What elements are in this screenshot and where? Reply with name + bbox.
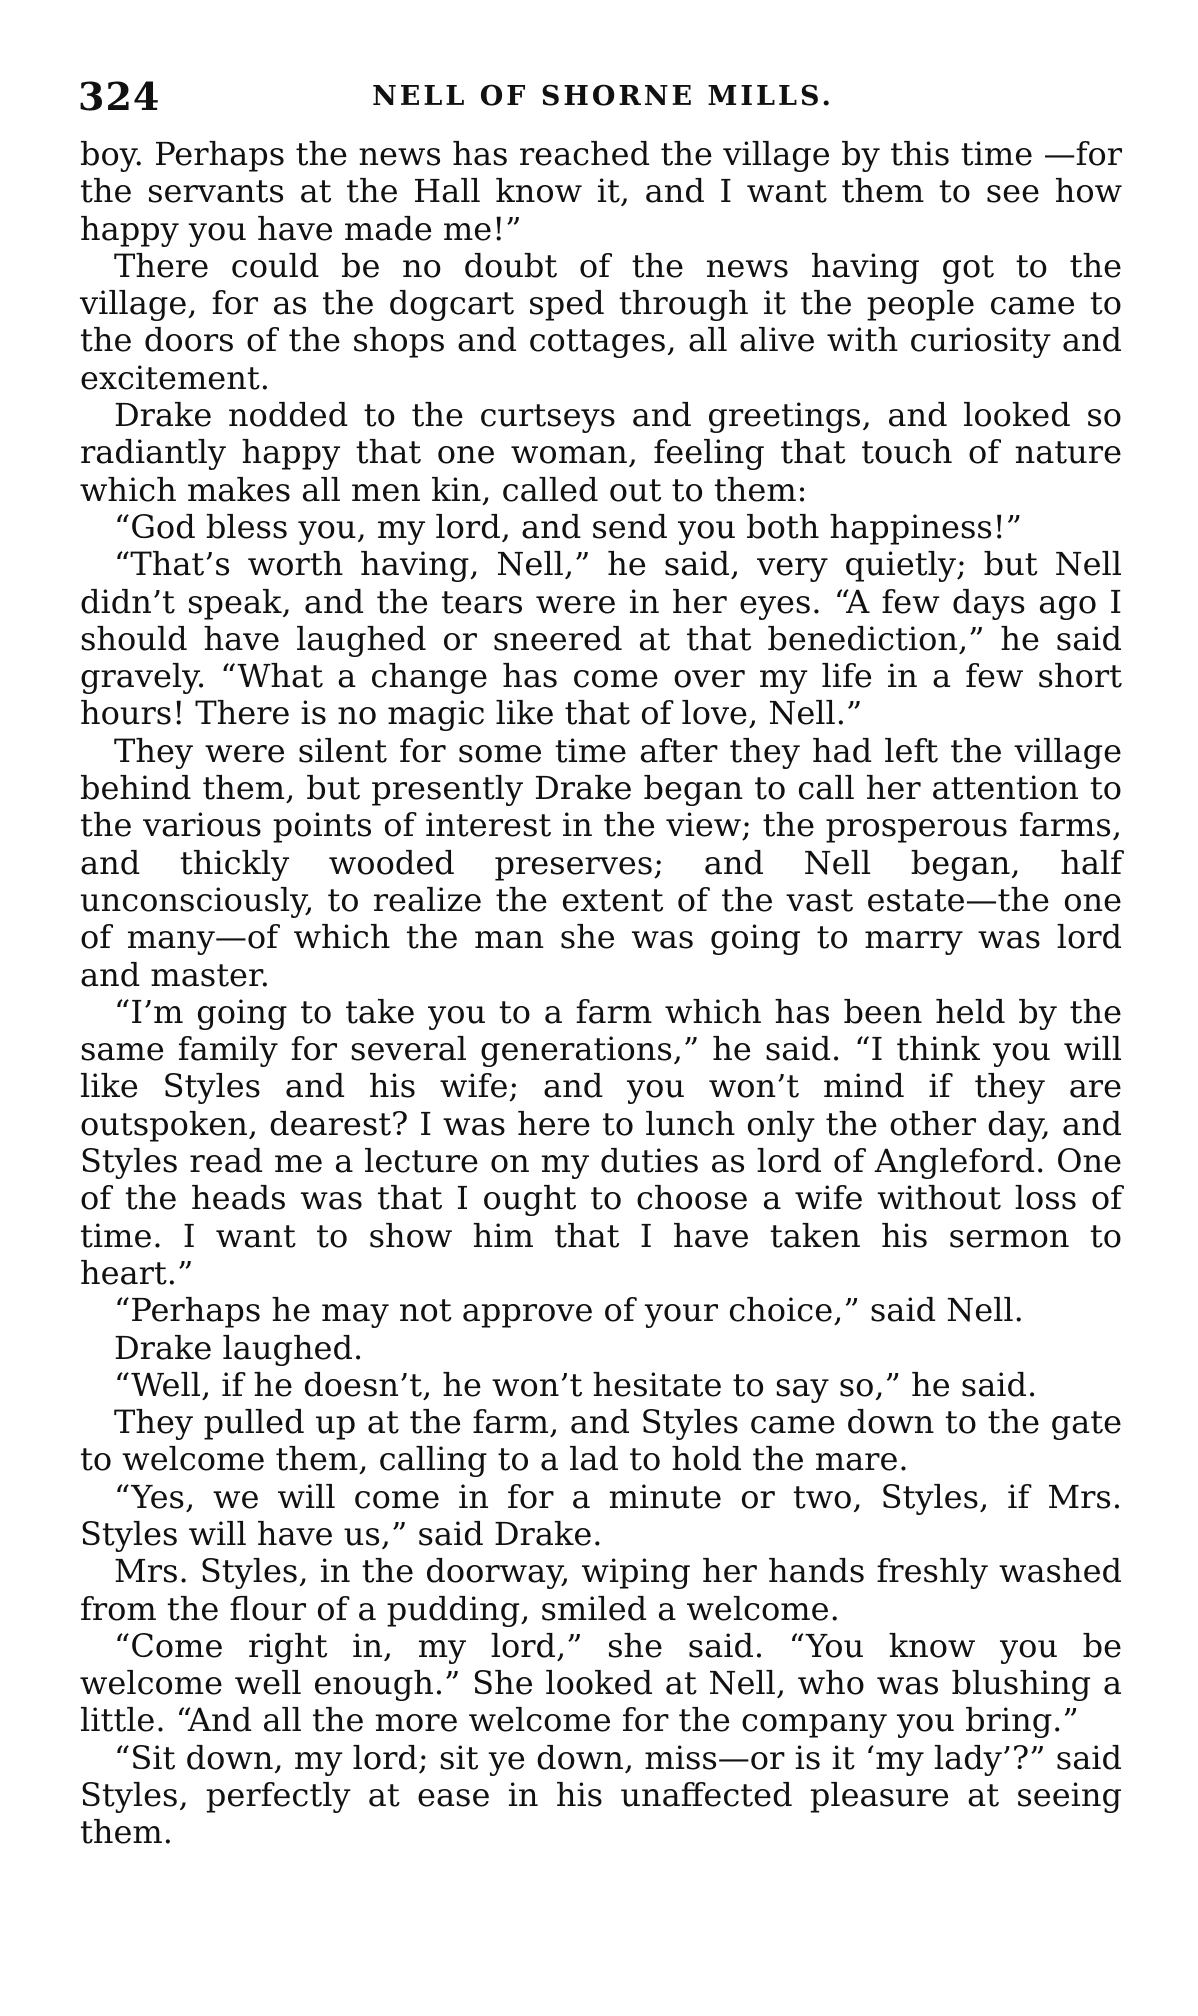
paragraph: They were silent for some time after they had left the village behind them, but presently Drake began to call her attention to the various points of interest in the view; the prosperous farms, and thickly wooded preserves; and Nell began, half unconsciously, to realize the extent of the vast estate—the one of many—of which the man she was going to marry was lord and master. <box>80 731 1122 994</box>
running-title: NELL OF SHORNE MILLS. <box>372 81 834 112</box>
paragraph: “Sit down, my lord; sit ye down, miss—or is it ‘my lady’?” said Styles, perfectly at ease in his unaffected pleasure at seeing them. <box>80 1738 1122 1852</box>
paragraph: “That’s worth having, Nell,” he said, very quietly; but Nell didn’t speak, and the tears were in her eyes. “A few days ago I should have laughed or sneered at that benediction,” he said gravely. “What a change has come over my life in a few short hours! There is no magic like that of love, Nell.” <box>80 545 1122 733</box>
paragraph: “God bless you, my lord, and send you both happiness!” <box>114 507 1023 546</box>
paragraph: “Come right in, my lord,” she said. “You know you be welcome well enough.” She looked at Nell, who was blushing a little. “And all the more welcome for the company you bring.” <box>80 1626 1122 1740</box>
paragraph: “I’m going to take you to a farm which has been held by the same family for several generations,” he said. “I think you will like Styles and his wife; and you won’t mind if they are outspoken, dearest? I was here to lunch only the other day, and Styles read me a lecture on my duties as lord of Angleford. One of the heads was that I ought to choose a wife without loss of time. I want to show him that I have taken his sermon to heart.” <box>80 992 1122 1292</box>
paragraph: Mrs. Styles, in the doorway, wiping her hands freshly washed from the flour of a pudding, smiled a welcome. <box>80 1552 1122 1628</box>
paragraph: Drake nodded to the curtseys and greetings, and looked so radiantly happy that one woman, feeling that touch of nature which makes all men kin, called out to them: <box>80 396 1122 509</box>
paragraph: They pulled up at the farm, and Styles came down to the gate to welcome them, calling to a lad to hold the mare. <box>80 1403 1122 1479</box>
paragraph: There could be no doubt of the news having got to the village, for as the dogcart sped through it the people came to the doors of the shops and cottages, all alive with curiosity and excitement. <box>80 246 1122 397</box>
page-number: 324 <box>78 74 161 119</box>
paragraph: “Perhaps he may not approve of your choice,” said Nell. <box>114 1291 1024 1330</box>
paragraph: “Well, if he doesn’t, he won’t hesitate to say so,” he said. <box>114 1365 1038 1404</box>
paragraph: Drake laughed. <box>114 1328 364 1367</box>
page-header <box>78 72 1128 122</box>
paragraph: boy. Perhaps the news has reached the village by this time —for the servants at the Hall know it, and I want them to see how happy you have made me!” <box>80 135 1122 248</box>
body-text <box>80 136 1122 1852</box>
paragraph: “Yes, we will come in for a minute or two, Styles, if Mrs. Styles will have us,” said Drake. <box>80 1477 1122 1553</box>
